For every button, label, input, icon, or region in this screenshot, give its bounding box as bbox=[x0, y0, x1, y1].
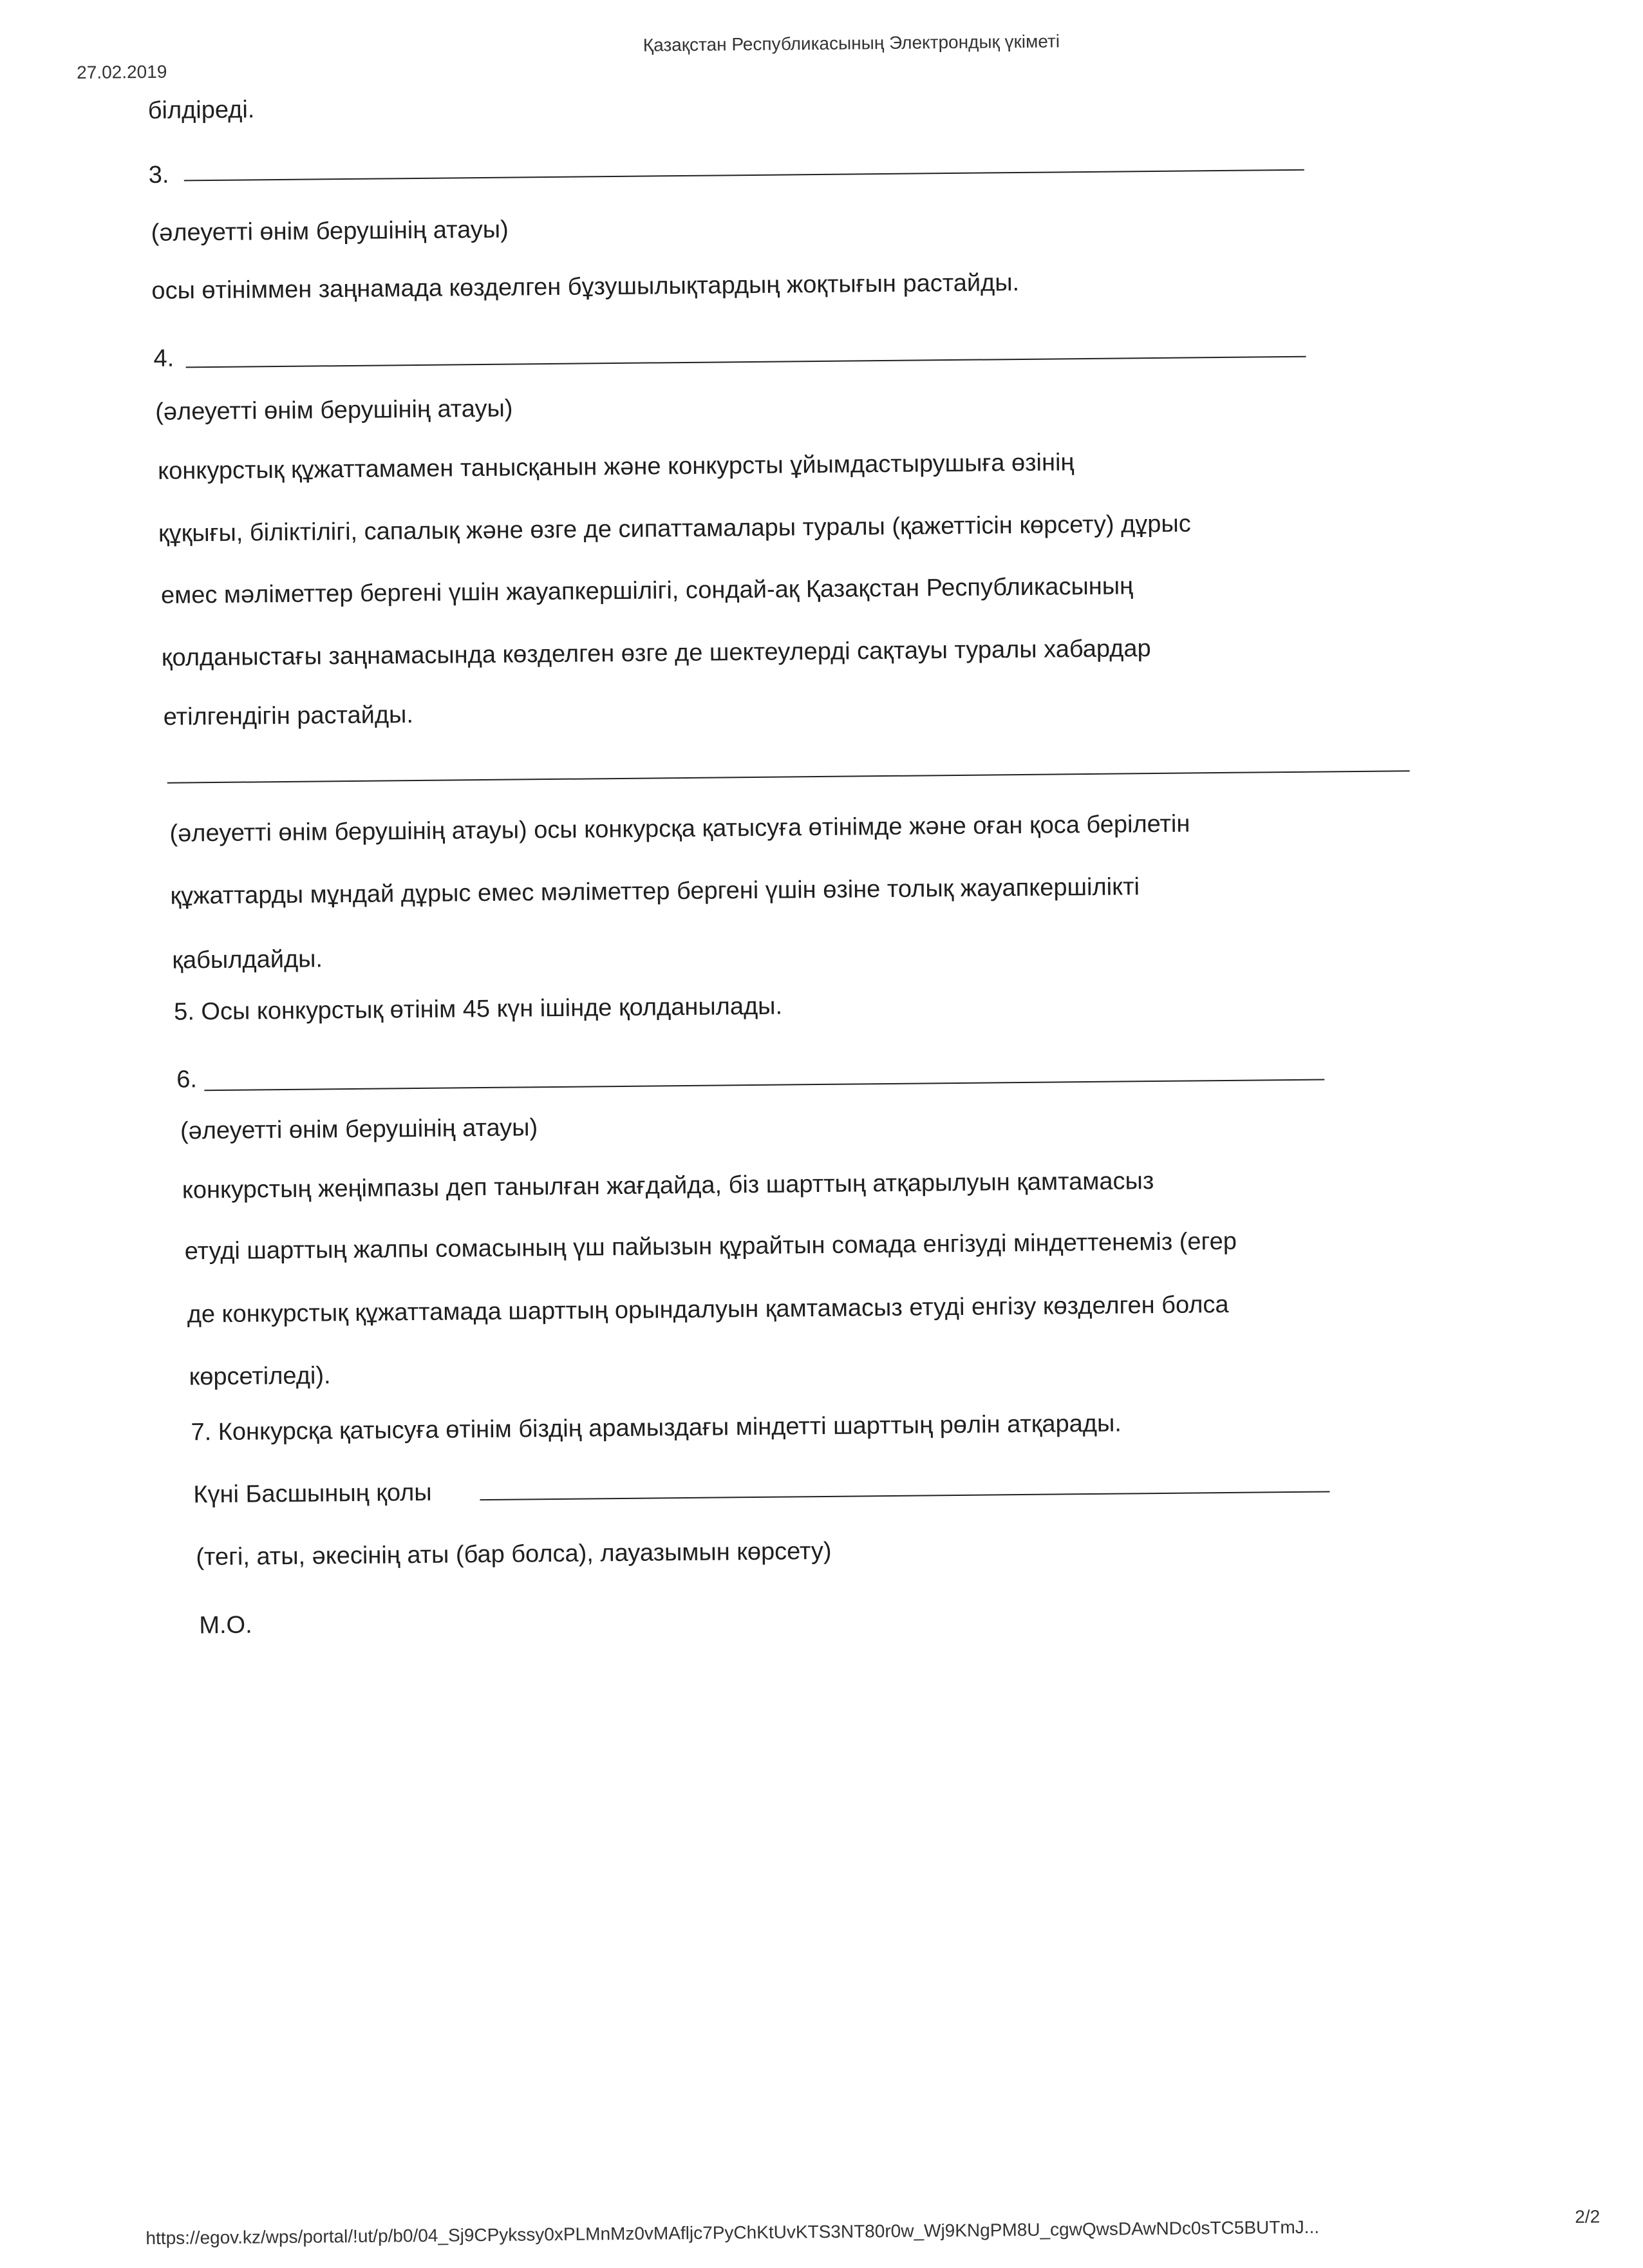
item4-line-1: конкурстық құжаттамамен танысқанын және конкурсты ұйымдастырушыға өзінің bbox=[157, 449, 1075, 485]
item6-line-1: конкурстың жеңімпазы деп танылған жағдайда, біз шарттың атқарылуын қамтамасыз bbox=[182, 1167, 1154, 1204]
liability-blank-line bbox=[167, 770, 1410, 784]
item3-blank-line bbox=[184, 169, 1304, 182]
signature-label: Күні Басшының қолы bbox=[193, 1479, 432, 1509]
seal-label: М.О. bbox=[199, 1611, 252, 1640]
item5-text: 5. Осы конкурстық өтінім 45 күн ішінде қолданылады. bbox=[173, 992, 783, 1026]
item4-number: 4. bbox=[153, 345, 174, 372]
header-date: 27.02.2019 bbox=[77, 61, 167, 83]
signature-blank-line bbox=[480, 1491, 1329, 1500]
item4-line-4: қолданыстағы заңнамасында көзделген өзге де шектеулерді сақтауы туралы хабардар bbox=[161, 635, 1151, 672]
item6-caption: (әлеуетті өнім берушінің атауы) bbox=[180, 1114, 538, 1145]
item6-number: 6. bbox=[176, 1066, 198, 1093]
signature-caption: (тегі, аты, әкесінің аты (бар болса), лауазымын көрсету) bbox=[196, 1537, 832, 1571]
item4-caption: (әлеуетті өнім берушінің атауы) bbox=[155, 395, 513, 426]
item4-line-5: етілгендігін растайды. bbox=[163, 701, 414, 731]
item7-text: 7. Конкурсқа қатысуға өтінім біздің арамыздағы міндетті шарттың рөлін атқарады. bbox=[191, 1410, 1122, 1446]
item4-line-3: емес мәліметтер бергені үшін жауапкершілігі, сондай-ақ Қазақстан Республикасының bbox=[160, 572, 1134, 609]
liability-line-1: (әлеуетті өнім берушінің атауы) осы конкурсқа қатысуға өтінімде және оған қоса берілетін bbox=[169, 810, 1190, 847]
item4-line-2: құқығы, біліктілігі, сапалық және өзге де сипаттамалары туралы (қажеттісін көрсету) дұрыс bbox=[158, 510, 1191, 547]
liability-line-2: құжаттарды мұндай дұрыс емес мәліметтер бергені үшін өзіне толық жауапкершілікті bbox=[170, 873, 1140, 910]
footer-page-number: 2/2 bbox=[1575, 2206, 1601, 2227]
header-title: Қазақстан Республикасының Электрондық үкіметі bbox=[643, 31, 1060, 55]
footer-url: https://egov.kz/wps/portal/!ut/p/b0/04_Sj9CPykssy0xPLMnMz0vMAfljc7PyChKtUvKTS3NT80r0w_Wj9KNgPM8U_cgwQwsDAwNDc0sTC5BUTmJ... bbox=[146, 2216, 1320, 2249]
item3-caption: (әлеуетті өнім берушінің атауы) bbox=[151, 216, 509, 247]
item6-line-3: де конкурстық құжаттамада шарттың орындалуын қамтамасыз етуді енгізу көзделген болса bbox=[187, 1290, 1229, 1328]
paragraph-continuation: білдіреді. bbox=[147, 96, 255, 124]
item4-blank-line bbox=[186, 356, 1306, 368]
item3-number: 3. bbox=[148, 161, 169, 189]
liability-line-3: қабылдайды. bbox=[172, 945, 323, 974]
item6-line-2: етуді шарттың жалпы сомасының үш пайызын құрайтын сомада енгізуді міндеттенеміз (егер bbox=[184, 1227, 1237, 1265]
item6-blank-line bbox=[204, 1079, 1324, 1091]
item6-line-4: көрсетіледі). bbox=[189, 1362, 331, 1391]
item3-text: осы өтініммен заңнамада көзделген бұзушылықтардың жоқтығын растайды. bbox=[151, 269, 1020, 305]
